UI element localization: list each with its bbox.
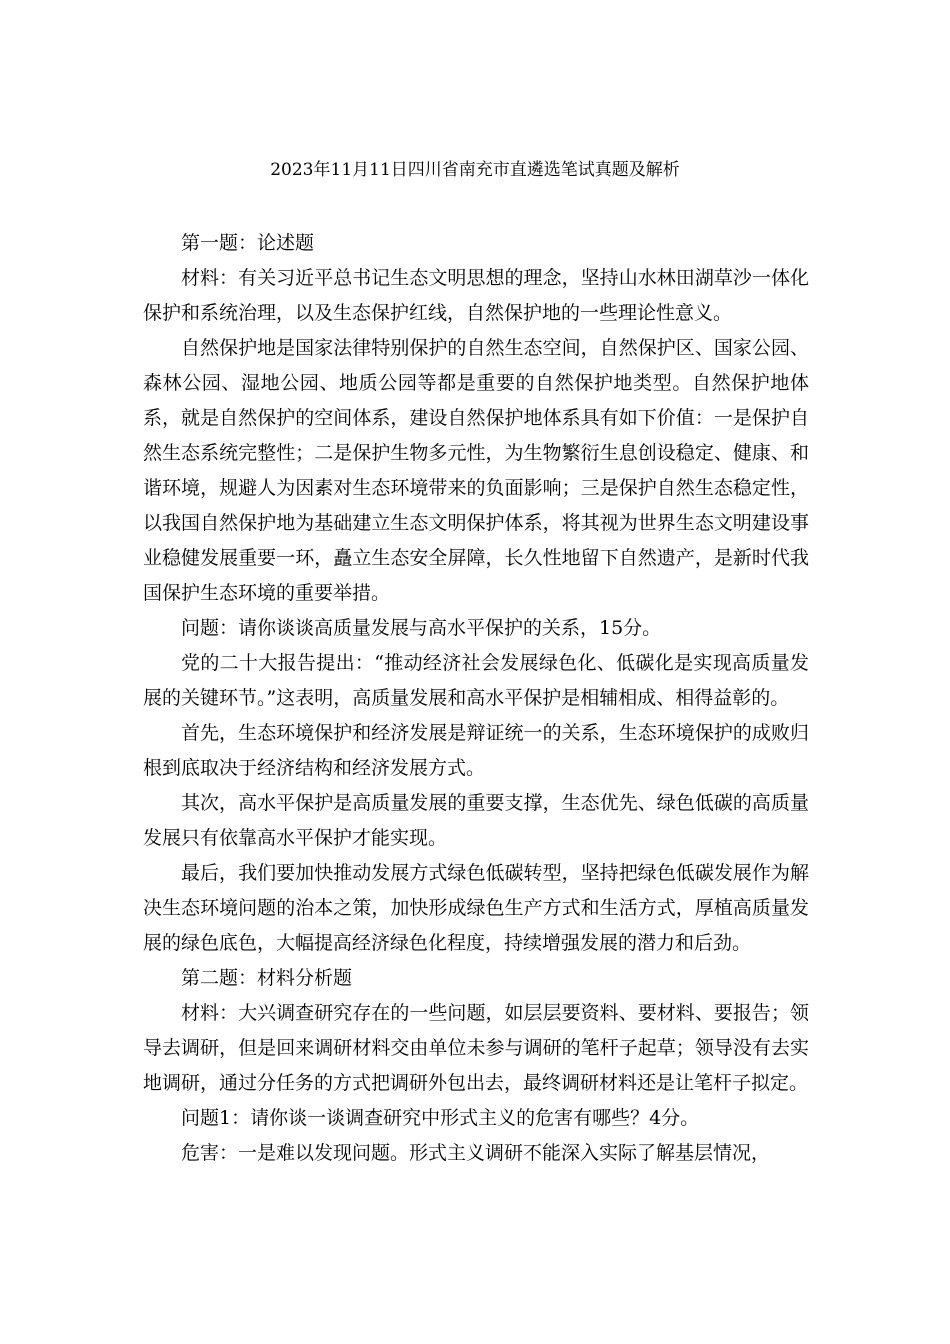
paragraph-question-1-heading: 第一题：论述题 — [181, 232, 315, 254]
paragraph-nature-reserve: 自然保护地是国家法律特别保护的自然生态空间，自然保护区、国家公园、森林公园、湿地公园、地质公园等都是重要的自然保护地类型。自然保护地体系，就是自然保护的空间体系，建设自然保护地体系具有如下价值：一是保护自然生态系统完整性；二是保护生物多元性，为生物繁衍生息创设稳定、健康、和谐环境，规避人为因素对生态环境带来的负面影响；三是保护自然生态稳定性，以我国自然保护地为基础建立生态文明保护体系，将其视为世界生态文明建设事业稳健发展重要一环，矗立生态安全屏障，长久性地留下自然遗产，是新时代我国保护生态环境的重要举措。 — [143, 337, 809, 604]
document-title: 2023年11月11日四川省南充市直遴选笔试真题及解析 — [270, 160, 680, 180]
paragraph-material-2: 材料：大兴调查研究存在的一些问题，如层层要资料、要材料、要报告；领导去调研，但是回来调研材料交由单位未参与调研的笔杆子起草；领导没有去实地调研，通过分任务的方式把调研外包出去，最终调研材料还是让笔杆子拟定。 — [143, 1002, 809, 1094]
paragraph-question-2-1-prompt: 问题1：请你谈一谈调查研究中形式主义的危害有哪些？4分。 — [181, 1107, 700, 1129]
paragraph-answer-second: 其次，高水平保护是高质量发展的重要支撑，生态优先、绿色低碳的高质量发展只有依靠高水平保护才能实现。 — [143, 792, 809, 849]
paragraph-harm: 危害：一是难以发现问题。形式主义调研不能深入实际了解基层情况， — [181, 1142, 771, 1164]
paragraph-question-1-prompt: 问题：请你谈谈高质量发展与高水平保护的关系，15分。 — [181, 617, 662, 639]
paragraph-answer-first: 首先，生态环境保护和经济发展是辩证统一的关系，生态环境保护的成败归根到底取决于经济结构和经济发展方式。 — [143, 722, 809, 779]
document-body — [143, 226, 809, 1171]
paragraph-question-2-heading: 第二题：材料分析题 — [181, 967, 353, 989]
paragraph-answer-last: 最后，我们要加快推动发展方式绿色低碳转型，坚持把绿色低碳发展作为解决生态环境问题的治本之策，加快形成绿色生产方式和生活方式，厚植高质量发展的绿色底色，大幅提高经济绿色化程度，持续增强发展的潜力和后劲。 — [143, 862, 809, 954]
paragraph-material-1: 材料：有关习近平总书记生态文明思想的理念，坚持山水林田湖草沙一体化保护和系统治理，以及生态保护红线，自然保护地的一些理论性意义。 — [143, 267, 809, 324]
paragraph-answer-intro: 党的二十大报告提出：“推动经济社会发展绿色化、低碳化是实现高质量发展的关键环节。”这表明，高质量发展和高水平保护是相辅相成、相得益彰的。 — [143, 652, 809, 709]
